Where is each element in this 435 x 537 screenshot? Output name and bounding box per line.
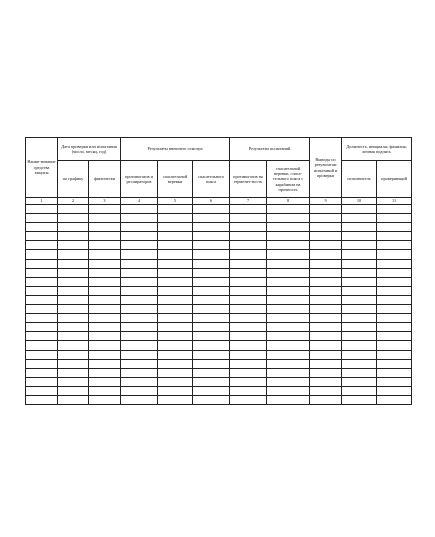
empty-cell[interactable] (267, 332, 310, 341)
empty-cell[interactable] (267, 277, 310, 286)
empty-cell[interactable] (310, 223, 342, 232)
empty-cell[interactable] (193, 323, 230, 332)
empty-cell[interactable] (121, 277, 158, 286)
empty-cell[interactable] (230, 323, 267, 332)
empty-cell[interactable] (121, 350, 158, 359)
table-row (26, 268, 412, 277)
empty-cell[interactable] (58, 359, 89, 368)
empty-cell[interactable] (377, 377, 412, 386)
header-by-schedule: по графику (58, 161, 89, 198)
empty-cell[interactable] (121, 323, 158, 332)
empty-cell[interactable] (158, 214, 193, 223)
empty-cell[interactable] (89, 241, 121, 250)
empty-cell[interactable] (267, 341, 310, 350)
empty-cell[interactable] (342, 359, 377, 368)
header-performer: исполнитель (342, 161, 377, 198)
header-inspector: проверяющий (377, 161, 412, 198)
empty-cell[interactable] (230, 314, 267, 323)
empty-cell[interactable] (230, 377, 267, 386)
empty-cell[interactable] (377, 277, 412, 286)
empty-cell[interactable] (342, 305, 377, 314)
empty-cell[interactable] (377, 332, 412, 341)
empty-cell[interactable] (267, 295, 310, 304)
empty-cell[interactable] (310, 314, 342, 323)
empty-cell[interactable] (89, 305, 121, 314)
empty-cell[interactable] (377, 223, 412, 232)
empty-cell[interactable] (267, 377, 310, 386)
empty-cell[interactable] (230, 241, 267, 250)
empty-cell[interactable] (193, 214, 230, 223)
empty-cell[interactable] (310, 286, 342, 295)
empty-cell[interactable] (310, 341, 342, 350)
inspection-log-table (25, 137, 412, 405)
table-row (26, 368, 412, 377)
empty-cell[interactable] (267, 368, 310, 377)
empty-cell[interactable] (267, 386, 310, 395)
table-row (26, 341, 412, 350)
empty-cell[interactable] (193, 359, 230, 368)
empty-cell[interactable] (58, 350, 89, 359)
empty-cell[interactable] (89, 314, 121, 323)
table-row (26, 277, 412, 286)
header-rescue-belt: спасательного пояса (193, 161, 230, 198)
empty-cell[interactable] (267, 305, 310, 314)
empty-cell[interactable] (158, 314, 193, 323)
empty-cell[interactable] (230, 214, 267, 223)
empty-cell[interactable] (58, 241, 89, 250)
empty-cell[interactable] (342, 259, 377, 268)
empty-cell[interactable] (267, 350, 310, 359)
empty-cell[interactable] (342, 250, 377, 259)
empty-cell[interactable] (58, 205, 89, 214)
empty-cell[interactable] (89, 386, 121, 395)
empty-cell[interactable] (58, 286, 89, 295)
empty-cell[interactable] (193, 305, 230, 314)
column-number: 10 (342, 198, 377, 205)
empty-cell[interactable] (267, 359, 310, 368)
empty-cell[interactable] (58, 250, 89, 259)
empty-cell[interactable] (121, 223, 158, 232)
empty-cell[interactable] (377, 368, 412, 377)
empty-cell[interactable] (342, 341, 377, 350)
empty-cell[interactable] (193, 368, 230, 377)
empty-cell[interactable] (377, 241, 412, 250)
empty-cell[interactable] (230, 386, 267, 395)
empty-cell[interactable] (342, 205, 377, 214)
empty-cell[interactable] (26, 368, 58, 377)
empty-cell[interactable] (26, 305, 58, 314)
empty-cell[interactable] (26, 332, 58, 341)
header-visual-results: Результаты внешнего осмотра (121, 138, 230, 161)
empty-cell[interactable] (121, 395, 158, 404)
table-row (26, 286, 412, 295)
empty-cell[interactable] (26, 277, 58, 286)
empty-cell[interactable] (26, 341, 58, 350)
empty-cell[interactable] (58, 332, 89, 341)
empty-cell[interactable] (342, 368, 377, 377)
empty-cell[interactable] (230, 277, 267, 286)
empty-cell[interactable] (310, 359, 342, 368)
empty-cell[interactable] (158, 341, 193, 350)
empty-cell[interactable] (230, 268, 267, 277)
empty-cell[interactable] (230, 359, 267, 368)
empty-cell[interactable] (310, 368, 342, 377)
empty-cell[interactable] (121, 268, 158, 277)
empty-cell[interactable] (89, 214, 121, 223)
empty-cell[interactable] (58, 323, 89, 332)
empty-cell[interactable] (193, 268, 230, 277)
empty-cell[interactable] (26, 241, 58, 250)
header-equipment-name: Наиме-нование средства защиты (26, 138, 58, 198)
empty-cell[interactable] (377, 205, 412, 214)
empty-cell[interactable] (89, 250, 121, 259)
empty-cell[interactable] (267, 286, 310, 295)
empty-cell[interactable] (158, 359, 193, 368)
empty-cell[interactable] (193, 241, 230, 250)
empty-cell[interactable] (193, 259, 230, 268)
empty-cell[interactable] (158, 395, 193, 404)
empty-cell[interactable] (230, 205, 267, 214)
empty-cell[interactable] (310, 386, 342, 395)
empty-cell[interactable] (310, 377, 342, 386)
empty-cell[interactable] (230, 286, 267, 295)
empty-cell[interactable] (267, 250, 310, 259)
empty-cell[interactable] (230, 368, 267, 377)
empty-cell[interactable] (121, 232, 158, 241)
empty-cell[interactable] (342, 277, 377, 286)
table-row (26, 305, 412, 314)
empty-cell[interactable] (310, 268, 342, 277)
empty-cell[interactable] (267, 395, 310, 404)
empty-cell[interactable] (193, 232, 230, 241)
header-conclusions: Выводы по результатам испытаний и проверки (310, 138, 342, 198)
empty-cell[interactable] (89, 232, 121, 241)
empty-cell[interactable] (230, 350, 267, 359)
header-gas-masks: противогазов и респираторов (121, 161, 158, 198)
empty-cell[interactable] (58, 386, 89, 395)
table-row (26, 241, 412, 250)
empty-cell[interactable] (310, 332, 342, 341)
empty-cell[interactable] (89, 277, 121, 286)
empty-cell[interactable] (377, 259, 412, 268)
empty-cell[interactable] (377, 305, 412, 314)
table-row (26, 223, 412, 232)
empty-cell[interactable] (267, 241, 310, 250)
empty-cell[interactable] (193, 250, 230, 259)
empty-cell[interactable] (26, 323, 58, 332)
empty-cell[interactable] (193, 341, 230, 350)
empty-cell[interactable] (89, 323, 121, 332)
empty-cell[interactable] (230, 223, 267, 232)
empty-cell[interactable] (230, 395, 267, 404)
header-test-results: Результаты испытаний (230, 138, 310, 161)
table-row (26, 395, 412, 404)
empty-cell[interactable] (58, 295, 89, 304)
empty-cell[interactable] (158, 332, 193, 341)
empty-cell[interactable] (121, 305, 158, 314)
empty-cell[interactable] (377, 214, 412, 223)
empty-cell[interactable] (377, 268, 412, 277)
empty-cell[interactable] (26, 377, 58, 386)
empty-cell[interactable] (158, 350, 193, 359)
empty-cell[interactable] (58, 223, 89, 232)
empty-cell[interactable] (267, 205, 310, 214)
empty-cell[interactable] (121, 386, 158, 395)
column-number: 3 (89, 198, 121, 205)
empty-cell[interactable] (342, 395, 377, 404)
empty-cell[interactable] (342, 332, 377, 341)
empty-cell[interactable] (158, 386, 193, 395)
empty-cell[interactable] (26, 223, 58, 232)
empty-cell[interactable] (89, 205, 121, 214)
form-sheet (25, 137, 411, 405)
table-row (26, 214, 412, 223)
empty-cell[interactable] (26, 386, 58, 395)
empty-cell[interactable] (267, 259, 310, 268)
empty-cell[interactable] (193, 277, 230, 286)
empty-cell[interactable] (230, 250, 267, 259)
empty-cell[interactable] (377, 350, 412, 359)
column-number: 7 (230, 198, 267, 205)
empty-cell[interactable] (230, 305, 267, 314)
header-rope-belt-strength: спасательной веревки, спаса-тельного пояса с карабином на прочность (267, 161, 310, 198)
empty-cell[interactable] (230, 295, 267, 304)
empty-cell[interactable] (26, 395, 58, 404)
column-number: 9 (310, 198, 342, 205)
empty-cell[interactable] (310, 277, 342, 286)
empty-cell[interactable] (310, 205, 342, 214)
empty-cell[interactable] (158, 259, 193, 268)
table-row (26, 386, 412, 395)
header-signature: Должность, инициалы, фамилия, личная подпись (342, 138, 412, 161)
empty-cell[interactable] (267, 314, 310, 323)
header-test-date: Дата проверки или испытания (число, месяц, год) (58, 138, 121, 161)
empty-cell[interactable] (193, 314, 230, 323)
empty-cell[interactable] (58, 314, 89, 323)
empty-cell[interactable] (193, 332, 230, 341)
empty-cell[interactable] (230, 332, 267, 341)
empty-cell[interactable] (342, 214, 377, 223)
empty-cell[interactable] (377, 323, 412, 332)
empty-cell[interactable] (193, 350, 230, 359)
empty-cell[interactable] (193, 386, 230, 395)
empty-cell[interactable] (342, 295, 377, 304)
empty-cell[interactable] (121, 359, 158, 368)
empty-cell[interactable] (310, 350, 342, 359)
empty-cell[interactable] (377, 341, 412, 350)
empty-cell[interactable] (26, 359, 58, 368)
empty-cell[interactable] (89, 286, 121, 295)
empty-cell[interactable] (26, 214, 58, 223)
empty-cell[interactable] (158, 205, 193, 214)
empty-cell[interactable] (193, 205, 230, 214)
empty-cell[interactable] (377, 286, 412, 295)
empty-cell[interactable] (121, 295, 158, 304)
empty-cell[interactable] (158, 377, 193, 386)
header-actual: фактически (89, 161, 121, 198)
empty-cell[interactable] (310, 214, 342, 223)
empty-cell[interactable] (342, 232, 377, 241)
empty-cell[interactable] (230, 259, 267, 268)
table-row (26, 359, 412, 368)
empty-cell[interactable] (158, 250, 193, 259)
empty-cell[interactable] (158, 368, 193, 377)
column-number: 8 (267, 198, 310, 205)
empty-cell[interactable] (26, 259, 58, 268)
empty-cell[interactable] (26, 268, 58, 277)
empty-cell[interactable] (89, 377, 121, 386)
empty-cell[interactable] (267, 214, 310, 223)
header-gas-masks-tightness: противогазов на герметич-ность (230, 161, 267, 198)
empty-cell[interactable] (26, 286, 58, 295)
empty-cell[interactable] (121, 250, 158, 259)
empty-cell[interactable] (342, 323, 377, 332)
empty-cell[interactable] (158, 268, 193, 277)
empty-cell[interactable] (121, 214, 158, 223)
empty-cell[interactable] (26, 350, 58, 359)
empty-cell[interactable] (158, 223, 193, 232)
header-rescue-ropes: спасательной веревки (158, 161, 193, 198)
empty-cell[interactable] (310, 295, 342, 304)
table-row (26, 332, 412, 341)
log-body (26, 205, 412, 405)
column-numbers-row (26, 198, 412, 205)
empty-cell[interactable] (58, 368, 89, 377)
empty-cell[interactable] (377, 395, 412, 404)
empty-cell[interactable] (267, 223, 310, 232)
empty-cell[interactable] (89, 341, 121, 350)
empty-cell[interactable] (89, 350, 121, 359)
empty-cell[interactable] (58, 232, 89, 241)
empty-cell[interactable] (89, 332, 121, 341)
empty-cell[interactable] (342, 286, 377, 295)
empty-cell[interactable] (58, 214, 89, 223)
empty-cell[interactable] (310, 250, 342, 259)
empty-cell[interactable] (230, 232, 267, 241)
empty-cell[interactable] (58, 395, 89, 404)
empty-cell[interactable] (377, 314, 412, 323)
empty-cell[interactable] (89, 295, 121, 304)
empty-cell[interactable] (267, 268, 310, 277)
empty-cell[interactable] (89, 223, 121, 232)
empty-cell[interactable] (158, 232, 193, 241)
empty-cell[interactable] (193, 295, 230, 304)
empty-cell[interactable] (58, 377, 89, 386)
empty-cell[interactable] (310, 232, 342, 241)
empty-cell[interactable] (193, 286, 230, 295)
column-number: 1 (26, 198, 58, 205)
empty-cell[interactable] (158, 305, 193, 314)
empty-cell[interactable] (342, 386, 377, 395)
empty-cell[interactable] (158, 323, 193, 332)
empty-cell[interactable] (158, 241, 193, 250)
empty-cell[interactable] (310, 241, 342, 250)
empty-cell[interactable] (121, 341, 158, 350)
empty-cell[interactable] (342, 241, 377, 250)
empty-cell[interactable] (193, 223, 230, 232)
empty-cell[interactable] (193, 377, 230, 386)
empty-cell[interactable] (121, 205, 158, 214)
table-row (26, 295, 412, 304)
empty-cell[interactable] (377, 295, 412, 304)
empty-cell[interactable] (26, 250, 58, 259)
empty-cell[interactable] (89, 368, 121, 377)
empty-cell[interactable] (89, 268, 121, 277)
column-number: 2 (58, 198, 89, 205)
table-row (26, 232, 412, 241)
empty-cell[interactable] (342, 268, 377, 277)
empty-cell[interactable] (158, 277, 193, 286)
empty-cell[interactable] (342, 314, 377, 323)
empty-cell[interactable] (377, 359, 412, 368)
empty-cell[interactable] (121, 368, 158, 377)
empty-cell[interactable] (58, 268, 89, 277)
empty-cell[interactable] (193, 395, 230, 404)
empty-cell[interactable] (310, 395, 342, 404)
empty-cell[interactable] (26, 295, 58, 304)
empty-cell[interactable] (310, 305, 342, 314)
empty-cell[interactable] (342, 350, 377, 359)
empty-cell[interactable] (89, 359, 121, 368)
table-row (26, 314, 412, 323)
column-number: 4 (121, 198, 158, 205)
table-row (26, 259, 412, 268)
empty-cell[interactable] (121, 377, 158, 386)
empty-cell[interactable] (89, 395, 121, 404)
empty-cell[interactable] (342, 223, 377, 232)
empty-cell[interactable] (310, 323, 342, 332)
empty-cell[interactable] (121, 241, 158, 250)
empty-cell[interactable] (58, 277, 89, 286)
empty-cell[interactable] (58, 341, 89, 350)
empty-cell[interactable] (89, 259, 121, 268)
table-row (26, 250, 412, 259)
empty-cell[interactable] (342, 377, 377, 386)
table-row (26, 377, 412, 386)
table-row (26, 205, 412, 214)
empty-cell[interactable] (230, 341, 267, 350)
column-number: 5 (158, 198, 193, 205)
empty-cell[interactable] (58, 259, 89, 268)
empty-cell[interactable] (377, 386, 412, 395)
table-row (26, 350, 412, 359)
empty-cell[interactable] (158, 286, 193, 295)
empty-cell[interactable] (26, 314, 58, 323)
empty-cell[interactable] (121, 314, 158, 323)
empty-cell[interactable] (58, 305, 89, 314)
empty-cell[interactable] (267, 323, 310, 332)
empty-cell[interactable] (121, 286, 158, 295)
empty-cell[interactable] (26, 232, 58, 241)
empty-cell[interactable] (310, 259, 342, 268)
empty-cell[interactable] (26, 205, 58, 214)
column-number: 11 (377, 198, 412, 205)
empty-cell[interactable] (121, 259, 158, 268)
column-number: 6 (193, 198, 230, 205)
empty-cell[interactable] (158, 295, 193, 304)
empty-cell[interactable] (121, 332, 158, 341)
empty-cell[interactable] (267, 232, 310, 241)
empty-cell[interactable] (377, 250, 412, 259)
table-row (26, 323, 412, 332)
empty-cell[interactable] (377, 232, 412, 241)
